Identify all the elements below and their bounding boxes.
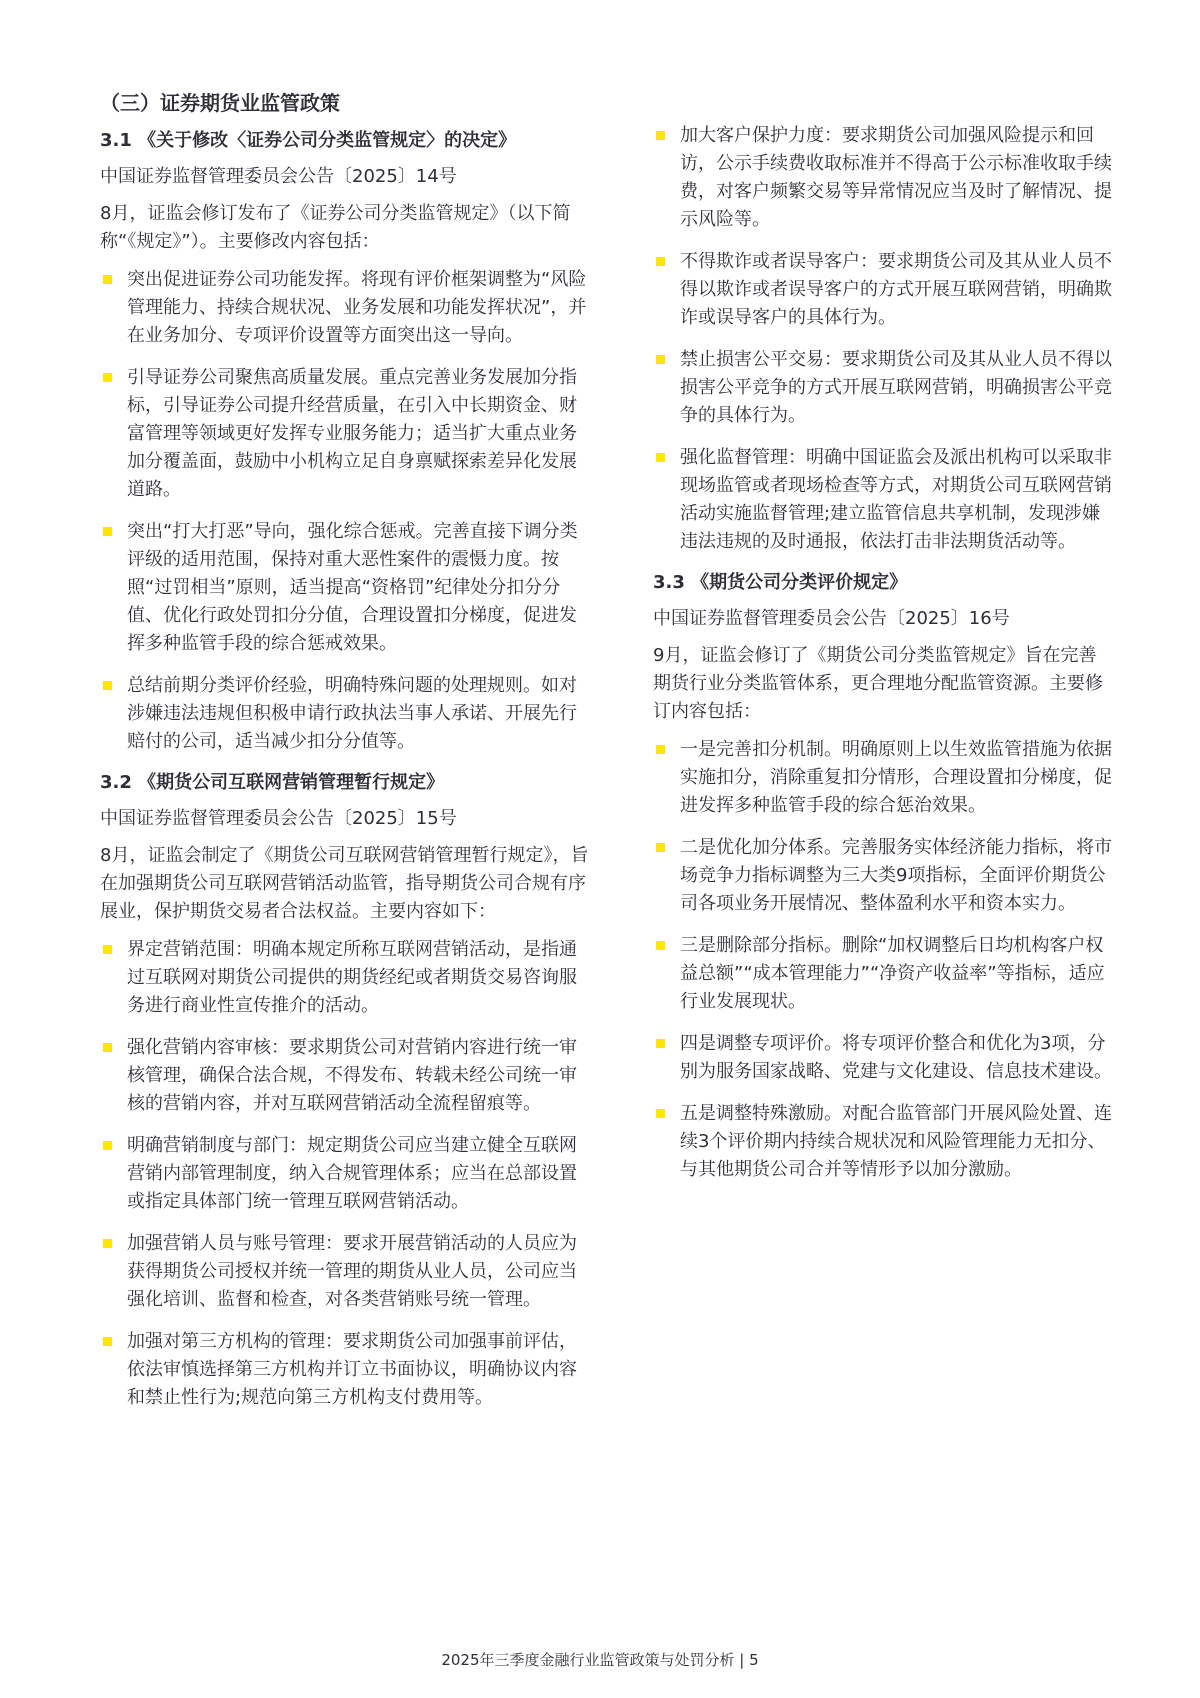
- bullet-square-icon: [103, 945, 112, 954]
- list-item-text: 突出促进证券公司功能发挥。将现有评价框架调整为“风险管理能力、持续合规状况、业务发展和功能发挥状况”，并在业务加分、专项评价设置等方面突出这一导向。: [127, 269, 587, 346]
- list-item-text: 三是删除部分指标。删除“加权调整后日均机构客户权益总额”“成本管理能力”“净资产收益率”等指标，适应行业发展现状。: [680, 935, 1105, 1012]
- intro-3-1: 8月，证监会修订发布了《证券公司分类监管规定》（以下简称“《规定》”）。主要修改内容包括：: [100, 203, 571, 252]
- bullet-square-icon: [656, 745, 665, 754]
- bullet-square-icon: [103, 1141, 112, 1150]
- bullet-square-icon: [103, 1337, 112, 1346]
- list-item: [100, 364, 590, 504]
- list-item-text: 突出“打大打恶”导向，强化综合惩戒。完善直接下调分类评级的适用范围，保持对重大恶性案件的震慑力度。按照“过罚相当”原则，适当提高“资格罚”纪律处分扣分分值、优化行政处罚扣分分值，合理设置扣分梯度，促进发挥多种监管手段的综合惩戒效果。: [127, 521, 578, 654]
- list-item-text: 二是优化加分体系。完善服务实体经济能力指标，将市场竞争力指标调整为三大类9项指标，全面评价期货公司各项业务开展情况、整体盈利水平和资本实力。: [680, 837, 1112, 914]
- list-item-text: 界定营销范围：明确本规定所称互联网营销活动，是指通过互联网对期货公司提供的期货经纪或者期货交易咨询服务进行商业性宣传推介的活动。: [127, 939, 577, 1016]
- list-item: [653, 736, 1113, 820]
- bullet-square-icon: [656, 453, 665, 462]
- list-item-text: 强化监督管理：明确中国证监会及派出机构可以采取非现场监管或者现场检查等方式，对期货公司互联网营销活动实施监督管理;建立监管信息共享机制，发现涉嫌违法违规的及时通报，依法打击非法期货活动等。: [680, 447, 1112, 552]
- list-item-text: 加大客户保护力度：要求期货公司加强风险提示和回访，公示手续费收取标准并不得高于公示标准收取手续费，对客户频繁交易等异常情况应当及时了解情况、提示风险等。: [680, 125, 1112, 230]
- list-item: [653, 122, 1113, 234]
- list-item: [100, 936, 590, 1020]
- heading-3-1: 3.1 《关于修改〈证券公司分类监管规定〉的决定》: [100, 130, 517, 151]
- bullet-square-icon: [656, 131, 665, 140]
- list-item-text: 一是完善扣分机制。明确原则上以生效监管措施为依据实施扣分，消除重复扣分情形，合理设置扣分梯度，促进发挥多种监管手段的综合惩治效果。: [680, 739, 1112, 816]
- section-title: （三）证券期货业监管政策: [100, 91, 340, 115]
- bullet-square-icon: [656, 941, 665, 950]
- notice-3-1: 中国证券监督管理委员会公告〔2025〕14号: [100, 166, 457, 187]
- list-item-text: 总结前期分类评价经验，明确特殊问题的处理规则。如对涉嫌违法违规但积极申请行政执法当事人承诺、开展先行赔付的公司，适当减少扣分分值等。: [127, 675, 577, 752]
- notice-3-3: 中国证券监督管理委员会公告〔2025〕16号: [653, 608, 1010, 629]
- list-item: [100, 1328, 590, 1412]
- list-item: [653, 932, 1113, 1016]
- list-item-text: 加强营销人员与账号管理：要求开展营销活动的人员应为获得期货公司授权并统一管理的期货从业人员，公司应当强化培训、监督和检查，对各类营销账号统一管理。: [127, 1233, 577, 1310]
- list-item-text: 不得欺诈或者误导客户：要求期货公司及其从业人员不得以欺诈或者误导客户的方式开展互联网营销，明确欺诈或误导客户的具体行为。: [680, 251, 1112, 328]
- list-item: [100, 518, 590, 658]
- right-column: [653, 122, 1113, 1198]
- list-item-text: 明确营销制度与部门：规定期货公司应当建立健全互联网营销内部管理制度，纳入合规管理体系；应当在总部设置或指定具体部门统一管理互联网营销活动。: [127, 1135, 577, 1212]
- notice-3-2: 中国证券监督管理委员会公告〔2025〕15号: [100, 808, 457, 829]
- list-item: [653, 444, 1113, 556]
- bullet-square-icon: [103, 527, 112, 536]
- list-item-text: 加强对第三方机构的管理：要求期货公司加强事前评估，依法审慎选择第三方机构并订立书面协议，明确协议内容和禁止性行为;规范向第三方机构支付费用等。: [127, 1331, 577, 1408]
- bullet-square-icon: [103, 373, 112, 382]
- bullet-list-3-1: [100, 266, 590, 756]
- list-item: [653, 1100, 1113, 1184]
- bullet-square-icon: [656, 1039, 665, 1048]
- bullet-square-icon: [656, 843, 665, 852]
- bullet-list-3-2-continued: [653, 122, 1113, 556]
- list-item: [100, 1132, 590, 1216]
- list-item: [100, 1034, 590, 1118]
- list-item: [100, 1230, 590, 1314]
- list-item: [653, 1030, 1113, 1086]
- bullet-list-3-3: [653, 736, 1113, 1184]
- heading-3-3: 3.3 《期货公司分类评价规定》: [653, 572, 908, 593]
- left-column: [100, 88, 590, 1426]
- list-item-text: 引导证券公司聚焦高质量发展。重点完善业务发展加分指标，引导证券公司提升经营质量，在引入中长期资金、财富管理等领域更好发挥专业服务能力；适当扩大重点业务加分覆盖面，鼓励中小机构立足自身禀赋探索差异化发展道路。: [127, 367, 577, 500]
- bullet-square-icon: [103, 681, 112, 690]
- bullet-square-icon: [103, 275, 112, 284]
- list-item: [100, 266, 590, 350]
- list-item: [653, 248, 1113, 332]
- list-item: [653, 834, 1113, 918]
- list-item-text: 四是调整专项评价。将专项评价整合和优化为3项，分别为服务国家战略、党建与文化建设、信息技术建设。: [680, 1033, 1112, 1082]
- heading-3-2: 3.2 《期货公司互联网营销管理暂行规定》: [100, 772, 445, 793]
- bullet-square-icon: [103, 1239, 112, 1248]
- page-footer: 2025年三季度金融行业监管政策与处罚分析 | 5: [441, 1651, 759, 1669]
- bullet-square-icon: [656, 257, 665, 266]
- list-item: [100, 672, 590, 756]
- bullet-square-icon: [656, 1109, 665, 1118]
- bullet-list-3-2: [100, 936, 590, 1412]
- bullet-square-icon: [103, 1043, 112, 1052]
- list-item-text: 禁止损害公平交易：要求期货公司及其从业人员不得以损害公平竞争的方式开展互联网营销，明确损害公平竞争的具体行为。: [680, 349, 1112, 426]
- list-item-text: 五是调整特殊激励。对配合监管部门开展风险处置、连续3个评价期内持续合规状况和风险管理能力无扣分、与其他期货公司合并等情形予以加分激励。: [680, 1103, 1112, 1180]
- intro-3-3: 9月，证监会修订了《期货公司分类监管规定》旨在完善期货行业分类监管体系，更合理地分配监管资源。主要修订内容包括：: [653, 645, 1103, 722]
- intro-3-2: 8月，证监会制定了《期货公司互联网营销管理暂行规定》，旨在加强期货公司互联网营销活动监管，指导期货公司合规有序展业，保护期货交易者合法权益。主要内容如下：: [100, 845, 589, 922]
- list-item: [653, 346, 1113, 430]
- list-item-text: 强化营销内容审核：要求期货公司对营销内容进行统一审核管理，确保合法合规，不得发布、转载未经公司统一审核的营销内容，并对互联网营销活动全流程留痕等。: [127, 1037, 577, 1114]
- bullet-square-icon: [656, 355, 665, 364]
